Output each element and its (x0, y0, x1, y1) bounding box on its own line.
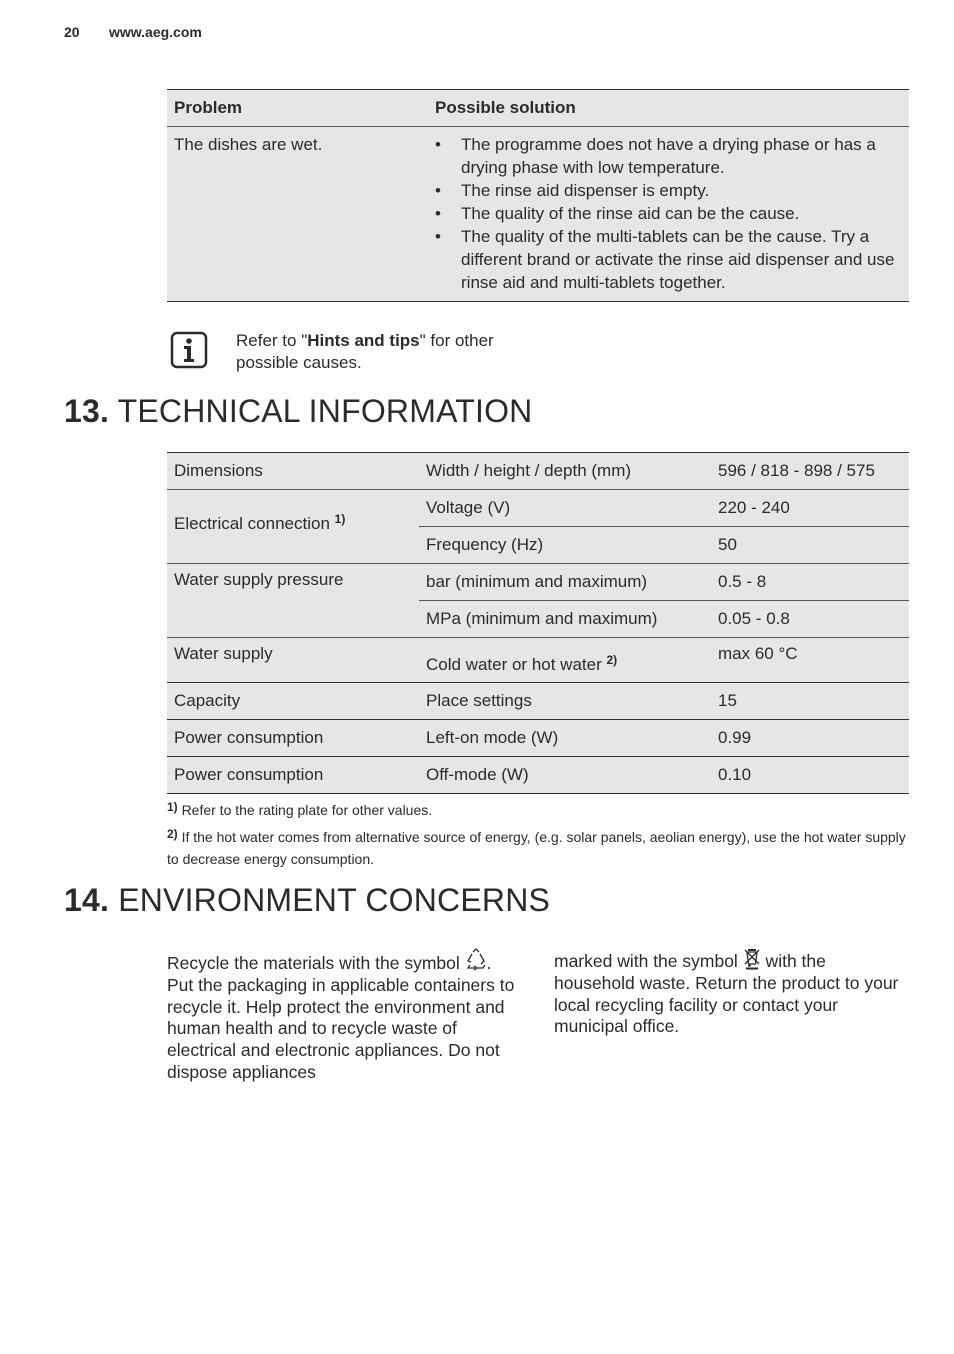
table-row (167, 490, 909, 527)
row-value: 596 / 818 - 898 / 575 (711, 453, 909, 490)
table-row (167, 720, 909, 757)
row-label (167, 490, 419, 564)
info-icon (170, 331, 208, 369)
list-item: • The quality of the rinse aid can be the cause. (435, 202, 902, 225)
table-row (167, 453, 909, 490)
table-row (167, 564, 909, 601)
row-value: 50 (711, 527, 909, 564)
crossed-bin-icon (743, 946, 761, 970)
paragraph-text: with the household waste. Return the product to your local recycling facility or contact your municipal office. (554, 951, 899, 1037)
list-item: • The quality of the multi-tablets can be the cause. Try a different brand or activate the rinse aid dispenser and use rinse aid and multi-tablets together. (435, 225, 902, 294)
section-title: TECHNICAL INFORMATION (117, 393, 533, 429)
note-link-text: Hints and tips (307, 331, 420, 350)
section-number: 14. (64, 882, 110, 918)
paragraph-text: marked with the symbol (554, 951, 743, 971)
list-item: • The rinse aid dispenser is empty. (435, 179, 902, 202)
column-header-problem: Problem (167, 90, 428, 127)
footnote-text: Refer to the rating plate for other values. (181, 802, 433, 818)
environment-paragraph-2 (554, 946, 904, 1038)
row-label: Water supply (167, 638, 419, 683)
row-value: 0.05 - 0.8 (711, 601, 909, 638)
table-row (167, 757, 909, 794)
row-value: max 60 °C (711, 638, 909, 683)
footnote-1 (167, 796, 909, 821)
row-label: Capacity (167, 683, 419, 720)
row-label: Power consumption (167, 720, 419, 757)
note-suffix: " for other possible causes. (236, 331, 494, 372)
row-param: Frequency (Hz) (419, 527, 711, 564)
paragraph-text: . Put the packaging in applicable containers to recycle it. Help protect the environment and human health and to recycle waste of electrical and electronic appliances. Do not dispose appliances (167, 953, 515, 1082)
website-url: www.aeg.com (109, 24, 202, 40)
row-value: 0.5 - 8 (711, 564, 909, 601)
recycle-icon (465, 948, 487, 972)
row-param: Place settings (419, 683, 711, 720)
row-param (419, 638, 711, 683)
section-number: 13. (64, 393, 110, 429)
row-label: Water supply pressure (167, 564, 419, 638)
footnote-mark: 2) (167, 827, 178, 841)
solution-list (435, 133, 902, 294)
section-title: ENVIRONMENT CONCERNS (118, 882, 551, 918)
column-header-solution: Possible solution (428, 90, 909, 127)
footnote-2 (167, 823, 909, 870)
footnote-mark: 1) (167, 800, 178, 814)
table-row (167, 638, 909, 683)
note-prefix: Refer to " (236, 331, 308, 350)
row-param: Left-on mode (W) (419, 720, 711, 757)
row-param: bar (minimum and maximum) (419, 564, 711, 601)
footnote-text: If the hot water comes from alternative source of energy, (e.g. solar panels, aeolian energy), use the hot water supply to decrease energy consumption. (167, 829, 906, 867)
row-value: 0.99 (711, 720, 909, 757)
table-row (167, 127, 909, 302)
row-label-text: Electrical connection (174, 513, 330, 533)
row-value: 0.10 (711, 757, 909, 794)
troubleshooting-table (167, 89, 909, 302)
row-param: MPa (minimum and maximum) (419, 601, 711, 638)
row-label: Dimensions (167, 453, 419, 490)
row-param-text: Cold water or hot water (426, 655, 602, 674)
hint-note (236, 330, 516, 374)
row-param: Width / height / depth (mm) (419, 453, 711, 490)
footnote-ref: 2) (606, 653, 618, 667)
technical-table (167, 452, 909, 794)
row-param: Voltage (V) (419, 490, 711, 527)
row-param: Off-mode (W) (419, 757, 711, 794)
row-value: 220 - 240 (711, 490, 909, 527)
footnote-ref: 1) (334, 511, 346, 526)
section-heading-technical (64, 393, 532, 430)
section-heading-environment (64, 882, 550, 919)
row-value: 15 (711, 683, 909, 720)
list-item: • The programme does not have a drying phase or has a drying phase with low temperature. (435, 133, 902, 179)
environment-paragraph-1 (167, 948, 517, 1084)
page-number: 20 (64, 24, 80, 40)
solution-cell (428, 127, 909, 302)
table-row (167, 683, 909, 720)
problem-cell: The dishes are wet. (167, 127, 428, 302)
paragraph-text: Recycle the materials with the symbol (167, 953, 465, 973)
row-label: Power consumption (167, 757, 419, 794)
